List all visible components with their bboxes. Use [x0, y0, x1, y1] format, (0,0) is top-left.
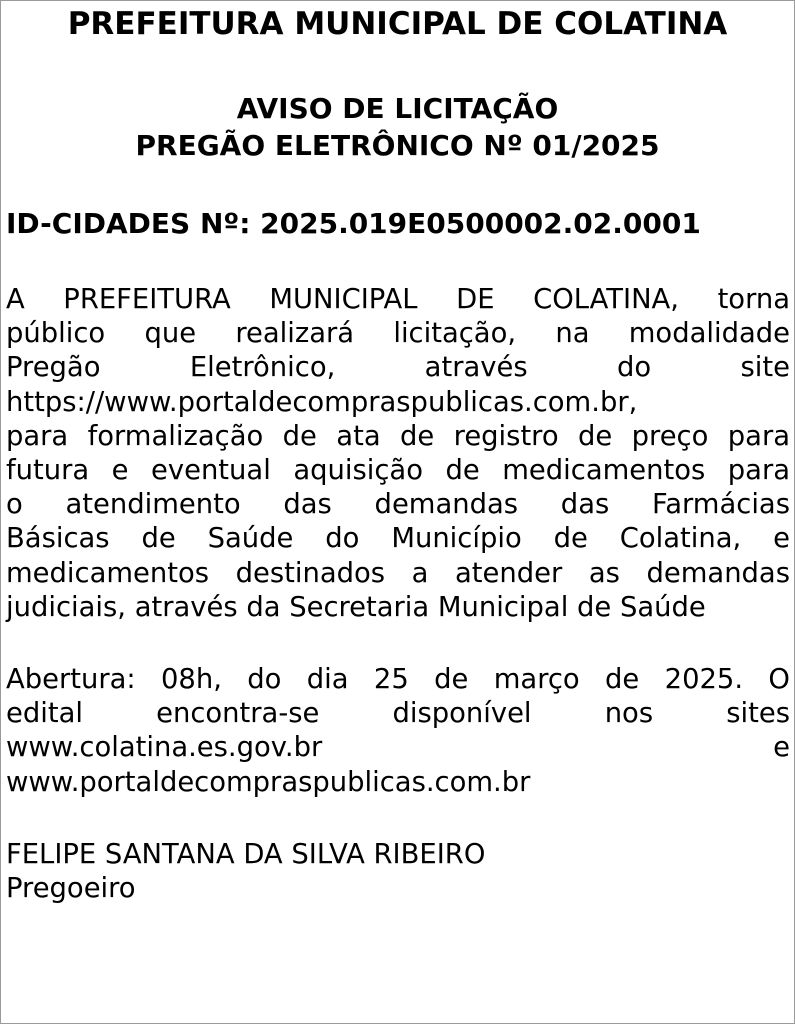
paragraph-line: edital encontra-se disponível nos sites	[6, 698, 790, 730]
paragraph-line: público que realizará licitação, na modalidade	[6, 318, 790, 350]
paragraph-line: futura e eventual aquisição de medicamentos para	[6, 455, 790, 487]
paragraph-line: Abertura: 08h, do dia 25 de março de 2025. O	[6, 664, 790, 696]
paragraph-line: o atendimento das demandas das Farmácias	[6, 489, 790, 521]
paragraph-line: medicamentos destinados a atender as demandas	[6, 557, 790, 589]
main-paragraph	[1, 283, 794, 625]
paragraph-line: Básicas de Saúde do Município de Colatina, e	[6, 523, 790, 555]
paragraph-line: judiciais, através da Secretaria Municipal de Saúde	[6, 591, 706, 623]
id-cidades-line: ID-CIDADES Nº: 2025.019E0500002.02.0001	[6, 207, 701, 240]
paragraph-line: A PREFEITURA MUNICIPAL DE COLATINA, torna	[6, 284, 790, 315]
notice-subtitle: PREGÃO ELETRÔNICO Nº 01/2025	[135, 129, 660, 162]
paragraph-line: https://www.portaldecompraspublicas.com.br,	[6, 386, 638, 418]
paragraph-line: www.colatina.es.gov.br e	[6, 732, 790, 764]
paragraph-line: www.portaldecompraspublicas.com.br	[6, 766, 531, 798]
signer-name: FELIPE SANTANA DA SILVA RIBEIRO	[6, 838, 486, 870]
org-title: PREFEITURA MUNICIPAL DE COLATINA	[67, 6, 728, 42]
signer-role: Pregoeiro	[6, 873, 136, 905]
paragraph-line: para formalização de ata de registro de preço para	[6, 420, 790, 452]
signature-block	[1, 838, 794, 906]
notice-title: AVISO DE LICITAÇÃO	[236, 92, 559, 125]
opening-paragraph	[1, 663, 794, 800]
paragraph-line: Pregão Eletrônico, através do site	[6, 352, 790, 384]
